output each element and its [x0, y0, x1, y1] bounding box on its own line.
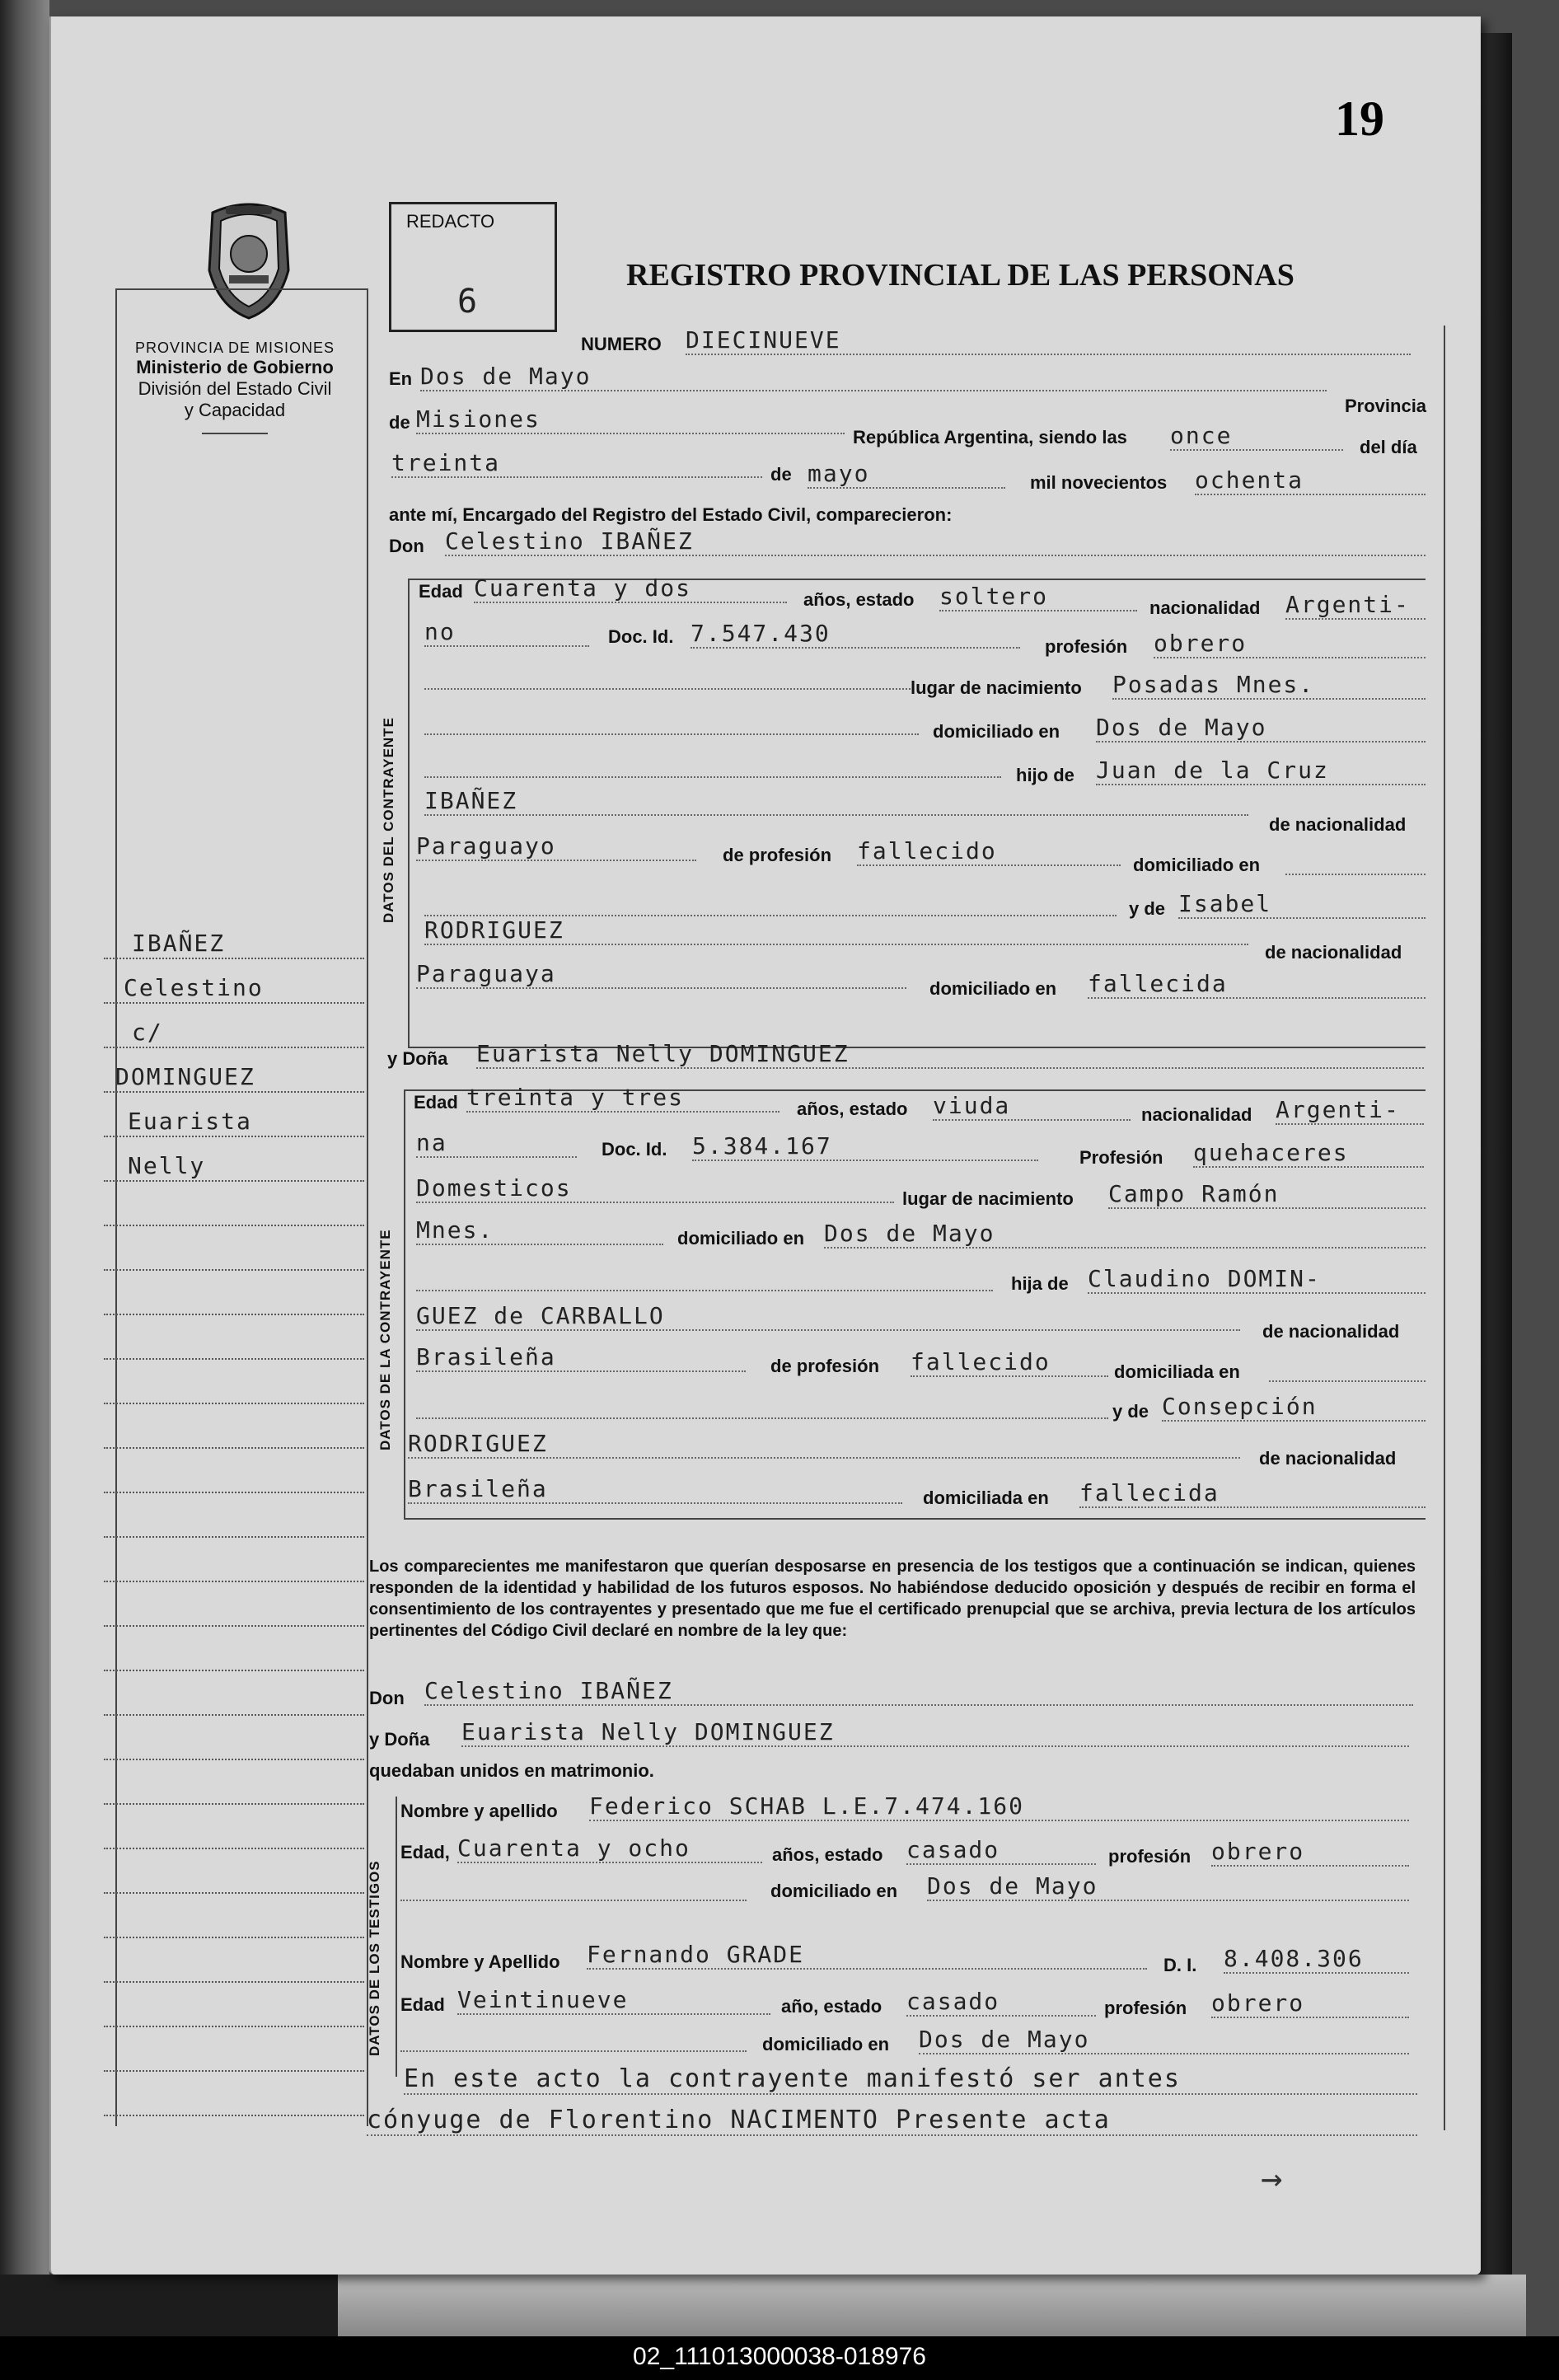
- nacionalidad-cont: no: [424, 618, 589, 647]
- y-dona-label: y Doña: [369, 1729, 430, 1750]
- t1-nombre-value: Federico SCHAB L.E.7.474.160: [589, 1792, 1409, 1821]
- margin-note: Euarista: [128, 1108, 252, 1135]
- y-de-label: y de: [1112, 1401, 1149, 1422]
- t1-estado-value: casado: [906, 1836, 1096, 1865]
- section-label-contrayente: DATOS DEL CONTRAYENTE: [381, 717, 396, 923]
- don-label: Don: [389, 536, 424, 556]
- don-value: Celestino IBAÑEZ: [445, 527, 1426, 556]
- t1-profesion-value: obrero: [1211, 1838, 1409, 1867]
- margin-note: IBAÑEZ: [132, 930, 226, 957]
- hijo-label: hijo de: [1016, 765, 1074, 785]
- de-profesion-label: de profesión: [770, 1356, 880, 1376]
- lugar-value: Posadas Mnes.: [1112, 671, 1426, 700]
- profesion-label: profesión: [1045, 636, 1128, 657]
- margin-note: c/: [132, 1019, 163, 1046]
- nota-line: cónyuge de Florentino NACIMENTO Presente acta: [367, 2106, 1417, 2136]
- margin-border: [115, 288, 117, 2126]
- t2-edad-value: Veintinueve: [457, 1986, 770, 2015]
- madre-domicilio: fallecida: [1088, 970, 1426, 999]
- margin-note: Celestino: [124, 974, 264, 1001]
- nacionalidad-value: Argenti-: [1276, 1096, 1424, 1125]
- domicilio-label: domiciliado en: [933, 721, 1060, 742]
- union-don-value: Celestino IBAÑEZ: [424, 1677, 1413, 1706]
- division-name-cont: y Capacidad: [184, 400, 286, 420]
- t2-di-label: D. I.: [1163, 1955, 1197, 1975]
- numero-value: DIECINUEVE: [686, 326, 1411, 355]
- padre-profesion: fallecido: [911, 1348, 1108, 1377]
- section-left-rule: [408, 579, 410, 1048]
- edad-value: treinta y tres: [466, 1084, 780, 1113]
- quedaban-text: quedaban unidos en matrimonio.: [369, 1760, 654, 1781]
- t1-domicilio-value: Dos de Mayo: [927, 1872, 1409, 1901]
- numero-label: NUMERO: [581, 334, 662, 354]
- de-nacionalidad-label: de nacionalidad: [1265, 942, 1402, 963]
- profesion-cont: Domesticos: [416, 1174, 894, 1203]
- profesion-label: Profesión: [1079, 1147, 1163, 1168]
- section-label-testigos: DATOS DE LOS TESTIGOS: [367, 1860, 382, 2056]
- padre-nacionalidad: Paraguayo: [416, 832, 696, 861]
- nacionalidad-cont: na: [416, 1129, 577, 1158]
- de-nacionalidad-label: de nacionalidad: [1259, 1448, 1397, 1469]
- estado-label: años, estado: [803, 589, 915, 610]
- de-nacionalidad-label: de nacionalidad: [1269, 814, 1407, 835]
- margin-note: Nelly: [128, 1152, 206, 1179]
- dona-value: Euarista Nelly DOMINGUEZ: [476, 1040, 1424, 1069]
- redacto-mark: 6: [457, 283, 478, 321]
- t2-estado-label: año, estado: [781, 1996, 882, 2017]
- doc-label: Doc. Id.: [608, 626, 674, 647]
- lugar-label: lugar de nacimiento: [911, 677, 1082, 698]
- t1-domicilio-label: domiciliado en: [770, 1881, 898, 1901]
- edad-label: Edad: [414, 1092, 458, 1113]
- madre-apellido: RODRIGUEZ: [424, 916, 1248, 945]
- t2-estado-value: casado: [906, 1988, 1096, 2017]
- margin-divider: [367, 288, 368, 2126]
- republica-label: República Argentina, siendo las: [853, 427, 1127, 447]
- madre-value: Consepción: [1162, 1393, 1426, 1422]
- madre-domicilio-label: domiciliado en: [929, 978, 1057, 999]
- document-title: REGISTRO PROVINCIAL DE LAS PERSONAS: [626, 258, 1294, 293]
- t1-estado-label: años, estado: [772, 1844, 883, 1865]
- doc-label: Doc. Id.: [602, 1139, 667, 1160]
- doc-value: 7.547.430: [691, 620, 1020, 649]
- t1-nombre-label: Nombre y apellido: [400, 1801, 558, 1821]
- t2-nombre-label: Nombre y Apellido: [400, 1951, 560, 1972]
- de-label: de: [770, 464, 792, 485]
- doc-value: 5.384.167: [692, 1132, 1038, 1161]
- anio-value: ochenta: [1195, 466, 1426, 495]
- t1-profesion-label: profesión: [1108, 1846, 1191, 1867]
- de-nacionalidad-label: de nacionalidad: [1262, 1321, 1400, 1342]
- domicilio-label: domiciliado en: [677, 1228, 805, 1249]
- provincial-seal-icon: [196, 196, 302, 320]
- don-label: Don: [369, 1688, 405, 1708]
- lugar-label: lugar de nacimiento: [902, 1188, 1074, 1209]
- issuer-block: [99, 340, 371, 434]
- madre-nacionalidad: Brasileña: [408, 1475, 902, 1504]
- right-border: [1444, 326, 1445, 2130]
- dia-value: treinta: [391, 449, 762, 478]
- nota-line: En este acto la contrayente manifestó ser antes: [404, 2064, 1417, 2095]
- legal-paragraph: Los comparecientes me manifestaron que querían desposarse en presencia de los testigos que a continuación se indican, quienes responden de la identidad y habilidad de los futuros esposos. No habiéndose deducido oposición y después de recibir en forma el consentimiento de los contrayentes y presentado que me fue el certificado prenupcial que se archiva, previa lectura de los artículos pertinentes del Código Civil declaré en nombre de la ley que:: [369, 1558, 1416, 1640]
- hija-label: hija de: [1011, 1273, 1069, 1294]
- domicilio-value: Dos de Mayo: [1096, 714, 1426, 743]
- mes-value: mayo: [808, 460, 1005, 489]
- de-profesion-label: de profesión: [723, 845, 832, 865]
- del-dia-label: del día: [1360, 437, 1417, 457]
- book-spine: [0, 0, 49, 2380]
- madre-value: Isabel: [1178, 890, 1426, 919]
- t2-domicilio-value: Dos de Mayo: [919, 2026, 1409, 2054]
- madre-apellido: RODRIGUEZ: [408, 1430, 1240, 1459]
- lugar-value: Campo Ramón: [1108, 1180, 1426, 1209]
- domicilio-value: Dos de Mayo: [824, 1220, 1426, 1249]
- y-de-label: y de: [1129, 898, 1166, 919]
- en-label: En: [389, 368, 413, 389]
- t2-nombre-value: Fernando GRADE: [587, 1941, 1147, 1970]
- union-dona-value: Euarista Nelly DOMINGUEZ: [461, 1718, 1409, 1747]
- domiciliada-en-label: domiciliada en: [1114, 1361, 1240, 1382]
- scan-id: 02_111013000038-018976: [633, 2343, 926, 2370]
- mil-novecientos-label: mil novecientos: [1030, 472, 1168, 493]
- nacionalidad-value: Argenti-: [1285, 591, 1426, 620]
- en-value: Dos de Mayo: [420, 363, 1327, 391]
- t2-di-value: 8.408.306: [1224, 1945, 1409, 1974]
- redacto-label: REDACTO: [406, 211, 495, 232]
- redacto-box: [389, 202, 557, 332]
- padre-nacionalidad: Brasileña: [416, 1343, 746, 1372]
- hora-value: once: [1170, 422, 1343, 451]
- ministry-name: Ministerio de Gobierno: [136, 357, 334, 377]
- nacionalidad-label: nacionalidad: [1141, 1104, 1252, 1125]
- edad-label: Edad: [419, 581, 463, 602]
- padre-apellido: IBAÑEZ: [424, 787, 1248, 816]
- y-dona-label: y Doña: [387, 1048, 448, 1069]
- madre-domicilio: fallecida: [1079, 1479, 1426, 1508]
- division-name: División del Estado Civil: [138, 378, 332, 399]
- continue-arrow-icon: →: [1261, 2157, 1283, 2200]
- padre-profesion: fallecido: [857, 837, 1121, 866]
- profesion-value: obrero: [1154, 630, 1426, 658]
- de-label: de: [389, 412, 410, 433]
- province-name: PROVINCIA DE MISIONES: [134, 340, 335, 356]
- t1-edad-value: Cuarenta y ocho: [457, 1834, 762, 1863]
- estado-label: años, estado: [797, 1099, 908, 1119]
- margin-top-border: [115, 288, 368, 290]
- estado-value: soltero: [939, 583, 1137, 611]
- page-edge: [1479, 33, 1512, 2275]
- nacionalidad-label: nacionalidad: [1149, 597, 1261, 618]
- ante-text: ante mí, Encargado del Registro del Estado Civil, comparecieron:: [389, 504, 953, 525]
- lugar-cont: Mnes.: [416, 1216, 663, 1245]
- domiciliado-en-label: domiciliado en: [1133, 855, 1261, 875]
- estado-value: viuda: [933, 1092, 1131, 1121]
- t2-domicilio-label: domiciliado en: [762, 2034, 890, 2054]
- padre-cont: GUEZ de CARBALLO: [416, 1302, 1240, 1331]
- margin-note: DOMINGUEZ: [115, 1063, 255, 1090]
- madre-nacionalidad: Paraguaya: [416, 960, 906, 989]
- page-number: 19: [1335, 91, 1384, 146]
- padre-value: Claudino DOMIN-: [1088, 1265, 1426, 1294]
- t2-profesion-label: profesión: [1104, 1998, 1187, 2018]
- madre-domicilio-label: domiciliada en: [923, 1488, 1049, 1508]
- provincia-value: Misiones: [416, 405, 845, 434]
- book-cover-corner: [0, 2275, 338, 2336]
- t1-edad-label: Edad,: [400, 1842, 450, 1862]
- provincia-label: Provincia: [1345, 396, 1427, 416]
- t2-profesion-value: obrero: [1211, 1989, 1409, 2018]
- section-label-contrayenta: DATOS DE LA CONTRAYENTE: [377, 1229, 393, 1450]
- edad-value: Cuarenta y dos: [474, 574, 787, 603]
- t2-edad-label: Edad: [400, 1994, 445, 2015]
- profesion-value: quehaceres: [1193, 1139, 1424, 1168]
- padre-value: Juan de la Cruz: [1096, 757, 1426, 785]
